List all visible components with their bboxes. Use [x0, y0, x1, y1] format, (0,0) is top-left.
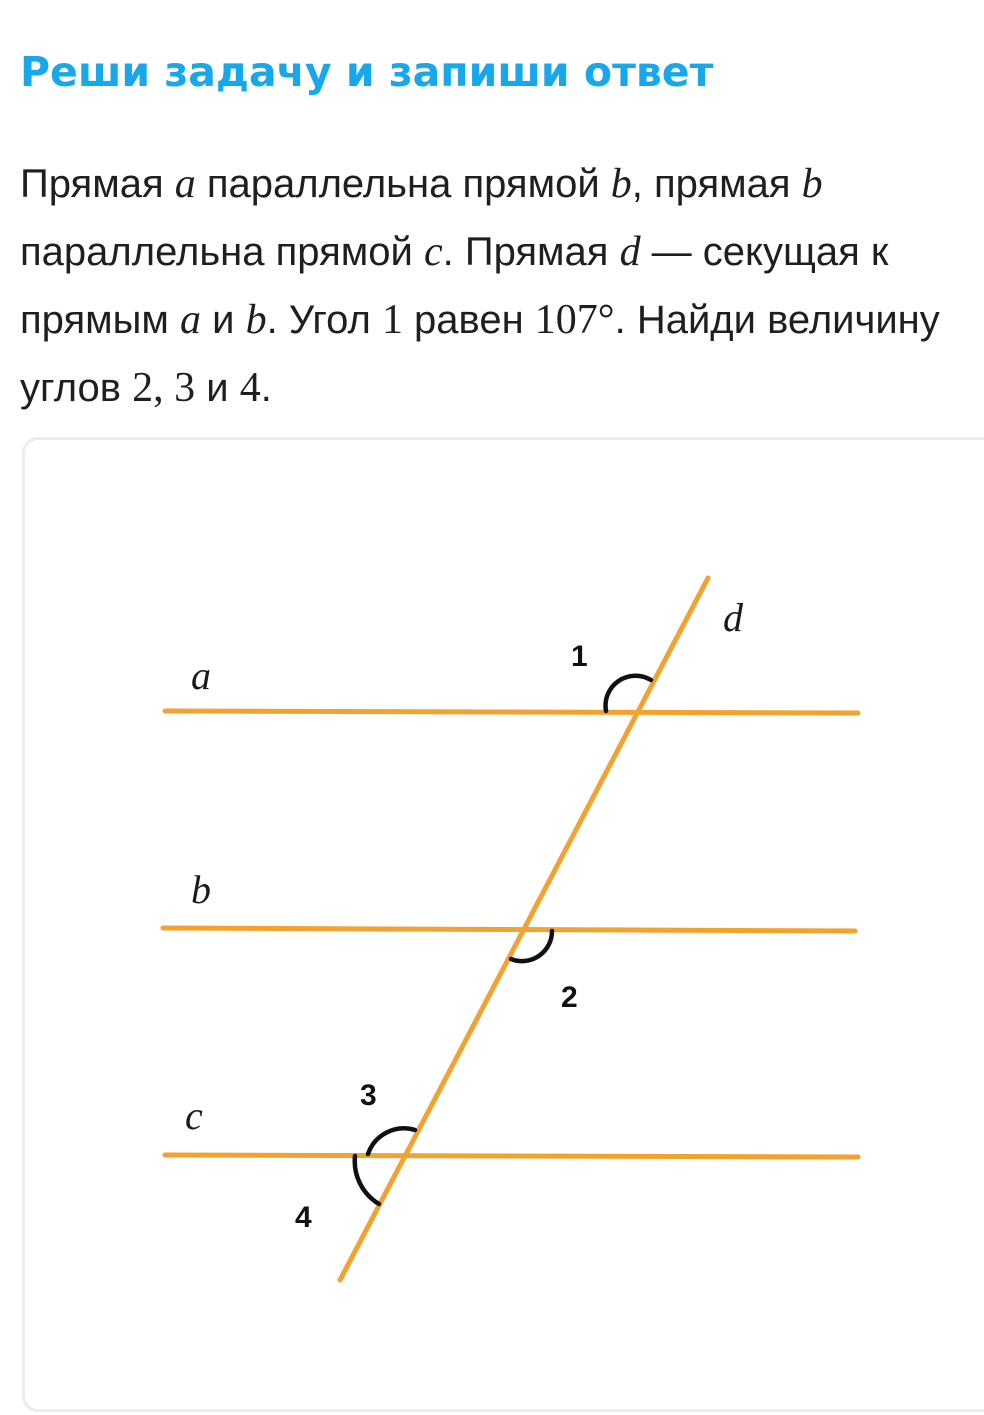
label-line-d: d: [723, 595, 743, 640]
angle-number: 4: [239, 365, 261, 411]
label-angle-1: 1: [571, 640, 588, 673]
page-title: Реши задачу и запиши ответ: [20, 48, 714, 96]
angle-4-arc: [355, 1156, 379, 1204]
problem-text: . Угол: [266, 298, 382, 342]
problem-text: равен: [402, 298, 535, 342]
problem-statement: [20, 150, 970, 422]
angle-value: 107°: [534, 297, 615, 343]
problem-text: параллельна прямой: [195, 162, 611, 206]
line-c: [165, 1155, 858, 1157]
var-b: b: [245, 297, 267, 343]
angle-number: 1: [381, 297, 403, 343]
problem-text: и: [200, 298, 246, 342]
problem-text: , прямая: [631, 162, 802, 206]
label-line-c: c: [185, 1093, 203, 1138]
problem-text: параллельна прямой: [20, 230, 424, 274]
figure-card: [22, 437, 984, 1412]
label-line-a: a: [191, 653, 211, 698]
label-line-b: b: [191, 867, 211, 912]
parallel-lines-diagram: [25, 440, 984, 1415]
var-b: b: [801, 161, 823, 207]
var-a: a: [174, 161, 196, 207]
label-angle-2: 2: [561, 981, 578, 1014]
problem-text: . Найди величину углов: [20, 298, 940, 410]
problem-text: — секущая к прямым: [20, 230, 889, 342]
problem-text: Прямая: [20, 162, 175, 206]
problem-text: .: [260, 366, 272, 410]
angle-1-arc: [606, 676, 651, 711]
var-b: b: [610, 161, 632, 207]
angle-numbers: 2, 3: [132, 365, 196, 411]
label-angle-4: 4: [295, 1201, 312, 1234]
problem-text: и: [195, 366, 240, 410]
line-b: [163, 928, 855, 931]
var-a: a: [179, 297, 201, 343]
label-angle-3: 3: [360, 1079, 377, 1112]
var-c: c: [423, 229, 443, 275]
var-d: d: [619, 229, 641, 275]
line-a: [165, 711, 858, 713]
problem-text: . Прямая: [442, 230, 620, 274]
